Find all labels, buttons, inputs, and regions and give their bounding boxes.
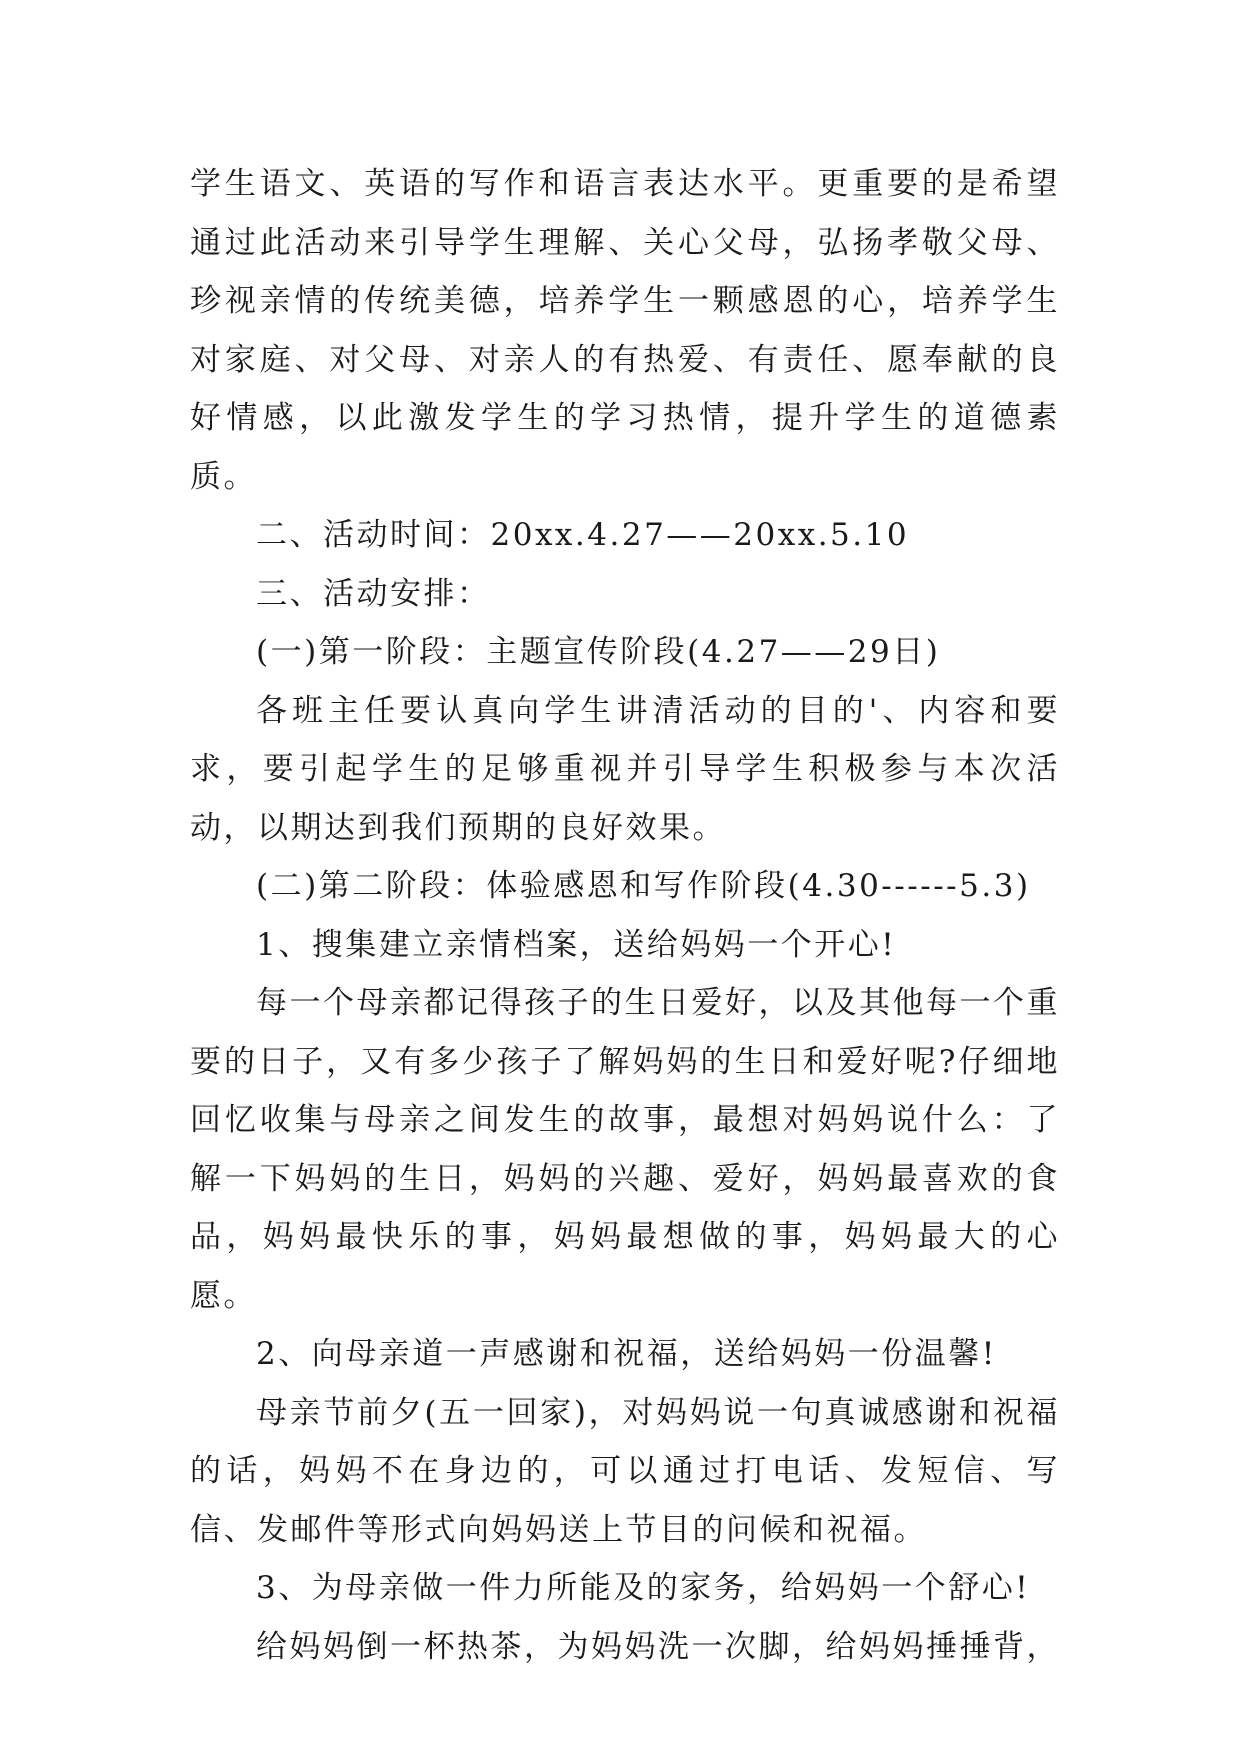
paragraph-8: 每一个母亲都记得孩子的生日爱好，以及其他每一个重要的日子，又有多少孩子了解妈妈的生日和爱好呢?仔细地回忆收集与母亲之间发生的故事，最想对妈妈说什么：了解一下妈妈的生日，妈妈的兴趣、爱好，妈妈最喜欢的食品，妈妈最快乐的事，妈妈最想做的事，妈妈最大的心愿。	[190, 985, 1060, 1314]
paragraph-4: (一)第一阶段：主题宣传阶段(4.27——29日)	[256, 634, 941, 670]
paragraph-5: 各班主任要认真向学生讲清活动的目的'、内容和要求，要引起学生的足够重视并引导学生积极参与本次活动，以期达到我们预期的良好效果。	[190, 692, 1060, 846]
paragraph-10: 母亲节前夕(五一回家)，对妈妈说一句真诚感谢和祝福的话，妈妈不在身边的，可以通过打电话、发短信、写信、发邮件等形式向妈妈送上节目的问候和祝福。	[190, 1394, 1060, 1548]
paragraph-7: 1、搜集建立亲情档案，送给妈妈一个开心!	[256, 926, 897, 963]
paragraph-2: 二、活动时间：20xx.4.27——20xx.5.10	[256, 517, 910, 553]
document-body	[190, 155, 1060, 1676]
paragraph-1: 学生语文、英语的写作和语言表达水平。更重要的是希望通过此活动来引导学生理解、关心父母，弘扬孝敬父母、珍视亲情的传统美德，培养学生一颗感恩的心，培养学生对家庭、对父母、对亲人的有热爱、有责任、愿奉献的良好情感，以此激发学生的学习热情，提升学生的道德素质。	[190, 166, 1060, 495]
paragraph-12: 给妈妈倒一杯热茶，为妈妈洗一次脚，给妈妈捶捶背，	[256, 1628, 1060, 1665]
paragraph-6: (二)第二阶段：体验感恩和写作阶段(4.30------5.3)	[256, 868, 1031, 904]
paragraph-9: 2、向母亲道一声感谢和祝福，送给妈妈一份温馨!	[256, 1336, 997, 1372]
paragraph-11: 3、为母亲做一件力所能及的家务，给妈妈一个舒心!	[256, 1570, 1031, 1606]
paragraph-3: 三、活动安排：	[256, 575, 491, 612]
